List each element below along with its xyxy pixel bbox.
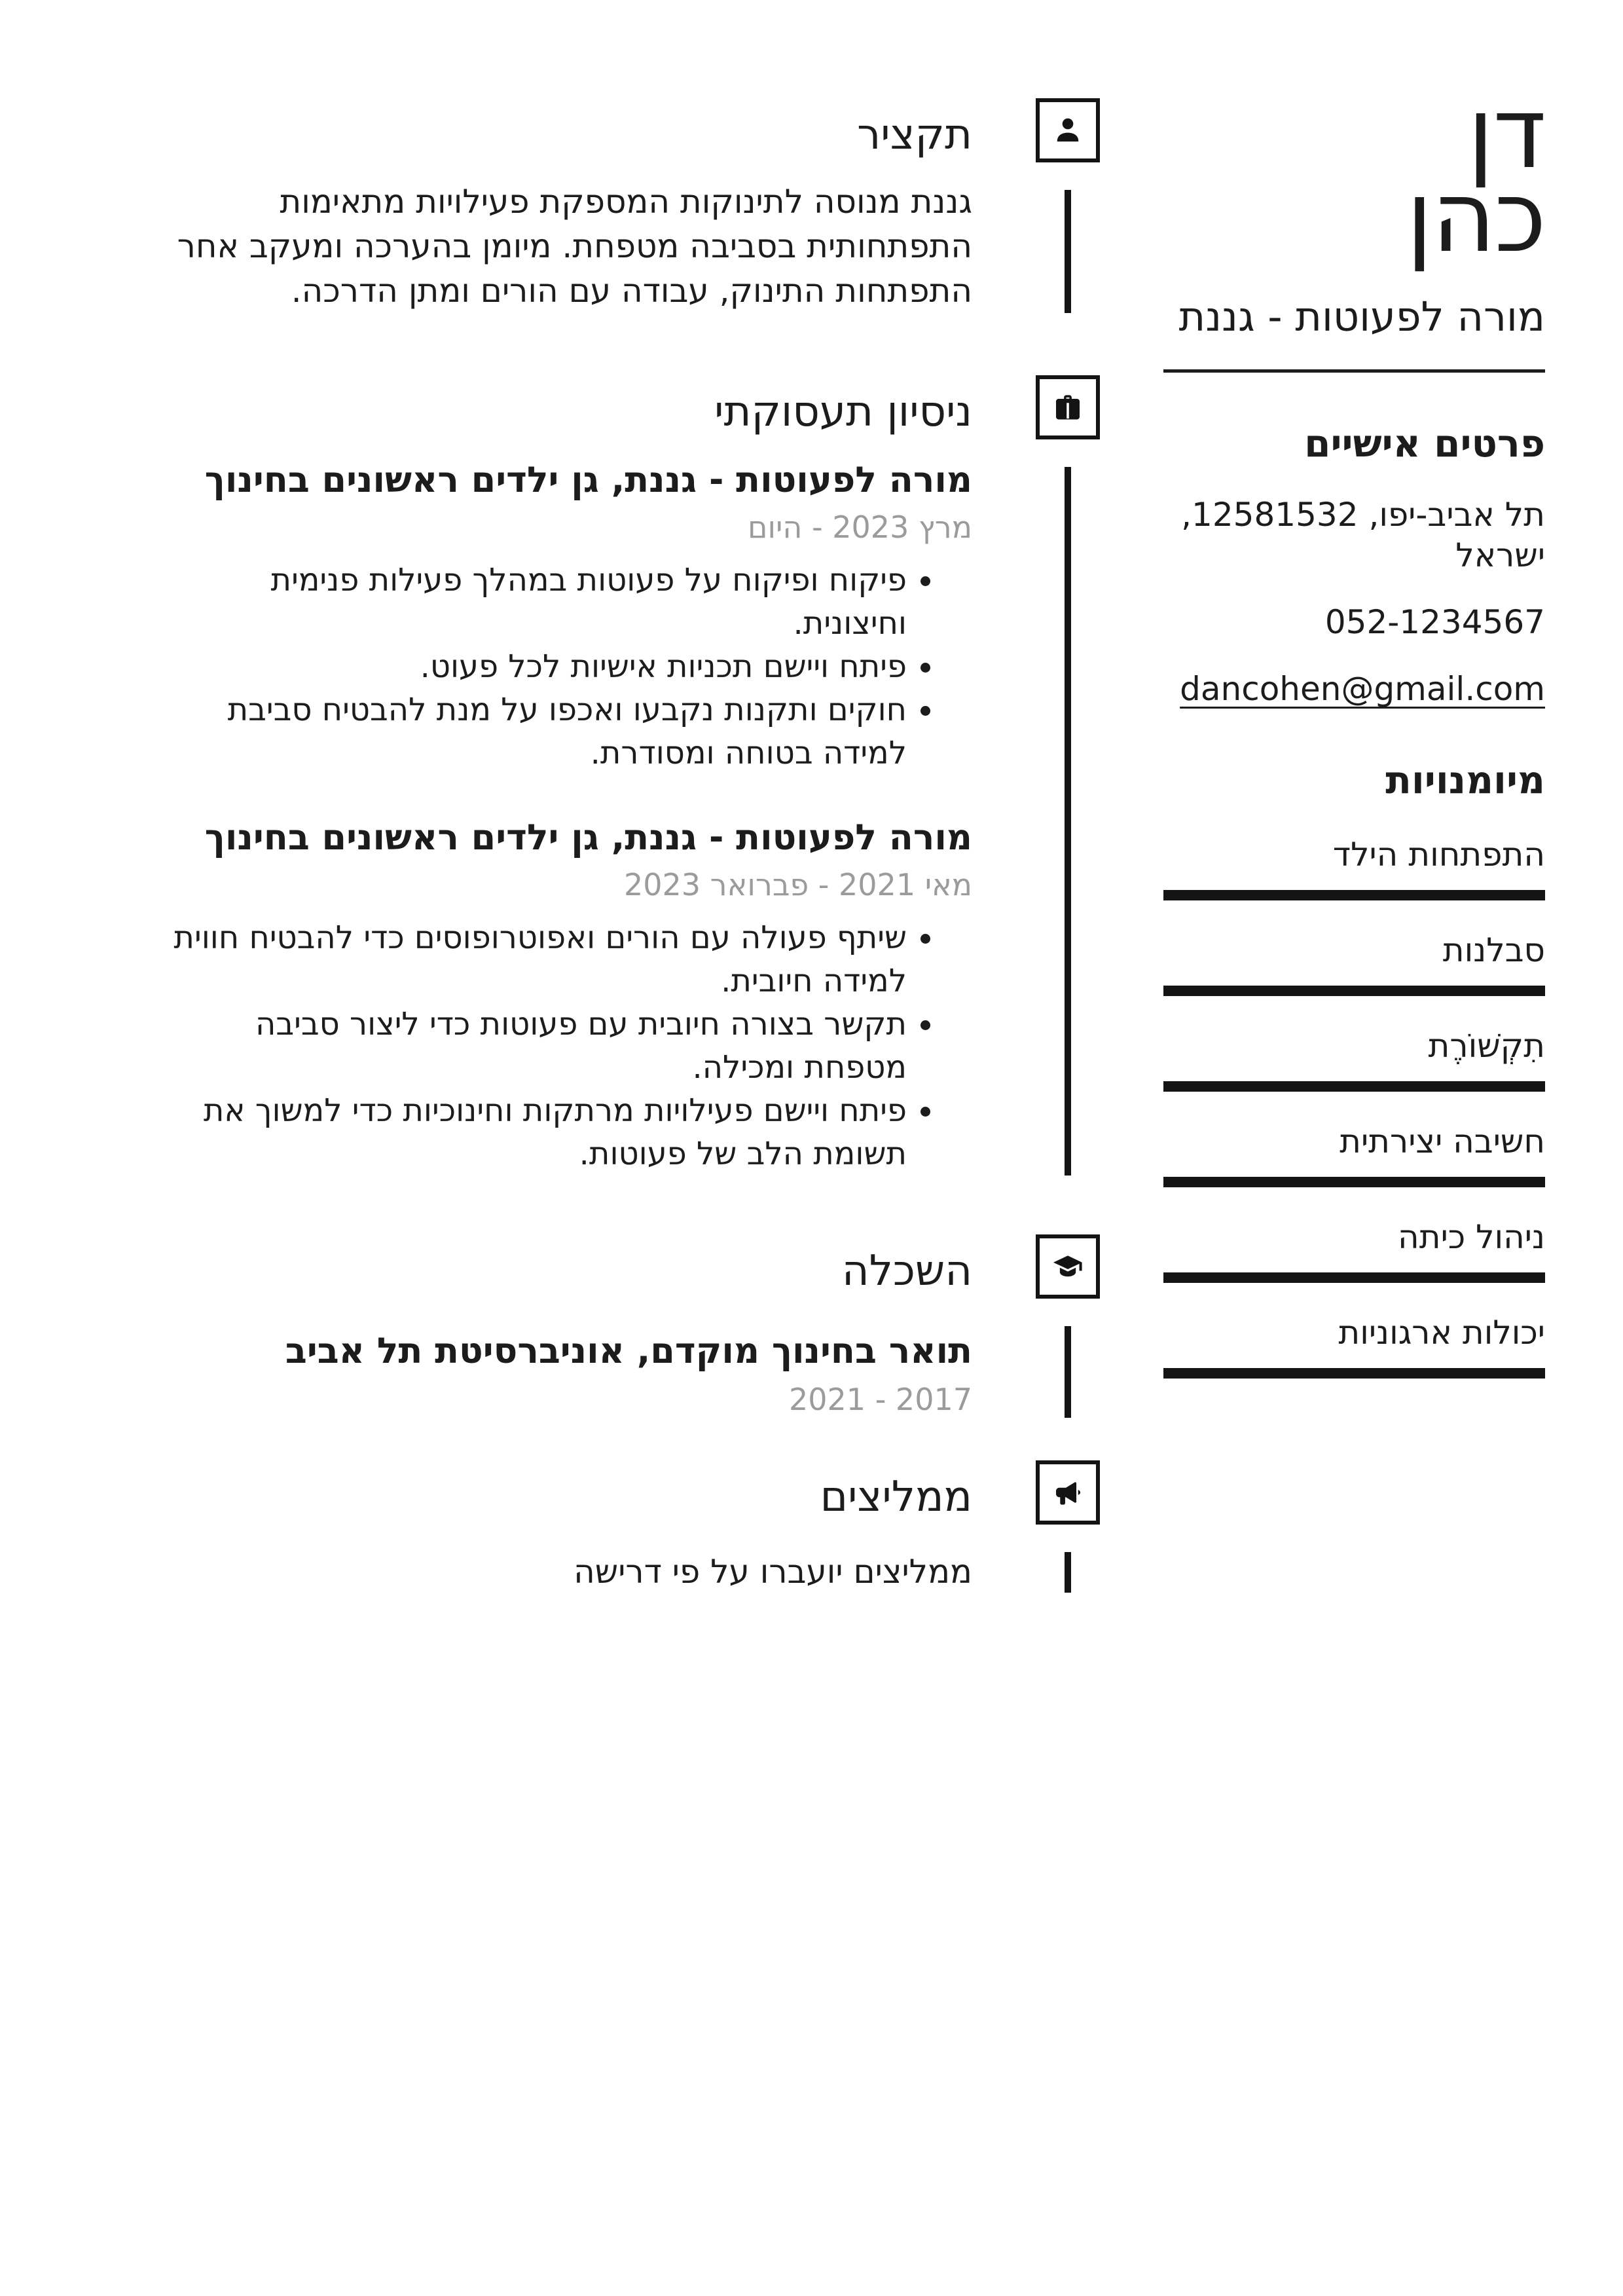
job-period: מרץ 2023 - היום xyxy=(748,509,972,545)
timeline-summary xyxy=(972,98,1163,313)
section-experience xyxy=(151,375,1163,1176)
candidate-last-name: כהן xyxy=(1406,160,1545,274)
job-bullets xyxy=(151,559,972,775)
job-bullets xyxy=(151,916,972,1176)
summary-paragraph: גננת מנוסה לתינוקות המספקת פעילויות מתאימות התפתחותית בסביבה מטפחת. מיומן בהערכה ומעקב אחר התפתחות התינוק, עבודה עם הורים ומתן הדרכה. xyxy=(177,183,972,310)
section-summary xyxy=(151,98,1163,313)
candidate-name xyxy=(1163,77,1545,274)
summary-title: תקציר xyxy=(857,111,972,159)
skill-bar-fill xyxy=(1163,1177,1545,1187)
bullet-item: • תקשר בצורה חיובית עם פעוטות כדי ליצור סביבה מטפחת ומכילה. xyxy=(151,1003,907,1089)
timeline-line xyxy=(1065,1326,1071,1418)
bullet-item: • שיתף פעולה עם הורים ואפוטרופוסים כדי להבטיח חווית למידה חיובית. xyxy=(151,916,907,1003)
skill-bar-fill xyxy=(1163,1272,1545,1283)
sidebar xyxy=(1163,77,1545,1379)
skill-label: ניהול כיתה xyxy=(1398,1218,1545,1256)
job-title: מורה לפעוטות - גננת, גן ילדים ראשונים בחינוך xyxy=(204,817,972,858)
references-title: ממליצים xyxy=(820,1473,972,1521)
skill-bar-fill xyxy=(1163,1368,1545,1379)
timeline-references xyxy=(972,1460,1163,1593)
skill-bar-track xyxy=(1163,1368,1545,1379)
phone-text: 052-1234567 xyxy=(1324,603,1545,641)
email-link[interactable]: dancohen@gmail.com xyxy=(1180,670,1545,708)
skill-item xyxy=(1163,1313,1545,1379)
megaphone-icon xyxy=(1036,1460,1100,1525)
references-text: ממליצים יועברו על פי דרישה xyxy=(574,1553,972,1591)
job-title: מורה לפעוטות - גננת, גן ילדים ראשונים בחינוך xyxy=(204,459,972,500)
timeline-experience xyxy=(972,375,1163,1176)
bullet-item: • פיתח ויישם תכניות אישיות לכל פעוט. xyxy=(151,645,907,688)
skill-label: סבלנות xyxy=(1442,931,1545,969)
skill-bar-fill xyxy=(1163,890,1545,900)
job-entry xyxy=(151,456,972,775)
skill-label: יכולות ארגוניות xyxy=(1338,1314,1545,1352)
candidate-first-name: דן xyxy=(1467,77,1545,191)
skill-item xyxy=(1163,1026,1545,1092)
experience-title: ניסיון תעסוקתי xyxy=(714,388,972,436)
education-period: 2017 - 2021 xyxy=(789,1382,972,1417)
section-education xyxy=(151,1234,1163,1418)
skill-label: התפתחות הילד xyxy=(1332,836,1545,874)
bullet-item: • פיתח ויישם פעילויות מרתקות וחינוכיות כדי למשוך את תשומת הלב של פעוטות. xyxy=(151,1089,907,1176)
section-references xyxy=(151,1460,1163,1593)
degree-text: תואר בחינוך מוקדם, אוניברסיטת תל אביב xyxy=(285,1330,972,1371)
personal-details-heading: פרטים אישיים xyxy=(1304,421,1545,466)
graduation-cap-icon xyxy=(1036,1234,1100,1299)
skill-item xyxy=(1163,835,1545,900)
skill-bar-track xyxy=(1163,1177,1545,1187)
main-content xyxy=(151,98,1163,1593)
skill-item xyxy=(1163,931,1545,996)
skill-bar-track xyxy=(1163,890,1545,900)
bullet-item: • חוקים ותקנות נקבעו ואכפו על מנת להבטיח סביבת למידה בטוחה ומסודרת. xyxy=(151,688,907,775)
skill-bar-track xyxy=(1163,986,1545,996)
address-text: תל אביב-יפו, 12581532, ישראל xyxy=(1181,496,1545,574)
skill-item xyxy=(1163,1122,1545,1187)
briefcase-icon xyxy=(1036,375,1100,439)
skill-bar-fill xyxy=(1163,1081,1545,1092)
skill-bar-fill xyxy=(1163,986,1545,996)
skill-label: תִקְשׁוֹרֶת xyxy=(1428,1027,1545,1065)
job-entry xyxy=(151,814,972,1176)
timeline-line xyxy=(1065,190,1071,313)
bullet-item: • פיקוח ופיקוח על פעוטות במהלך פעילות פנימית וחיצונית. xyxy=(151,559,907,645)
skill-bar-track xyxy=(1163,1272,1545,1283)
skills-list xyxy=(1163,835,1545,1379)
skill-item xyxy=(1163,1217,1545,1283)
timeline-education xyxy=(972,1234,1163,1418)
skills-heading: מיומנויות xyxy=(1385,758,1545,802)
candidate-headline: מורה לפעוטות - גננת xyxy=(1178,293,1545,341)
person-icon xyxy=(1036,98,1100,162)
sidebar-divider xyxy=(1163,369,1545,373)
skill-label: חשיבה יצירתית xyxy=(1340,1122,1545,1160)
timeline-line xyxy=(1065,467,1071,1176)
job-period: מאי 2021 - פברואר 2023 xyxy=(623,867,972,902)
timeline-line xyxy=(1065,1552,1071,1593)
education-title: השכלה xyxy=(841,1247,972,1295)
skill-bar-track xyxy=(1163,1081,1545,1092)
